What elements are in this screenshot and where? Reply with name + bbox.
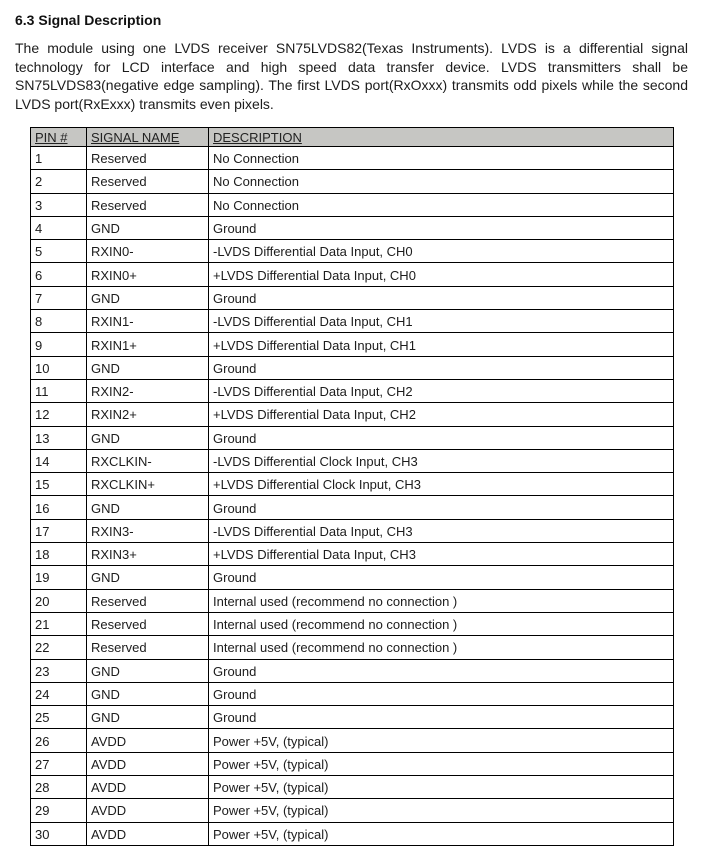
description-cell: Power +5V, (typical) (209, 776, 674, 799)
signal-name-cell: Reserved (87, 612, 209, 635)
table-row (31, 729, 674, 752)
signal-name-cell: AVDD (87, 752, 209, 775)
pin-cell: 22 (31, 636, 87, 659)
table-row (31, 333, 674, 356)
description-cell: Power +5V, (typical) (209, 729, 674, 752)
description-cell: Internal used (recommend no connection ) (209, 589, 674, 612)
table-row (31, 799, 674, 822)
description-cell: No Connection (209, 193, 674, 216)
description-cell: Power +5V, (typical) (209, 752, 674, 775)
table-row (31, 170, 674, 193)
pin-cell: 27 (31, 752, 87, 775)
pin-cell: 13 (31, 426, 87, 449)
pin-cell: 2 (31, 170, 87, 193)
signal-name-cell: RXIN3- (87, 519, 209, 542)
pin-cell: 20 (31, 589, 87, 612)
table-row (31, 496, 674, 519)
pin-cell: 30 (31, 822, 87, 845)
signal-name-cell: Reserved (87, 589, 209, 612)
table-header-row (31, 128, 674, 147)
signal-name-cell: GND (87, 682, 209, 705)
description-cell: +LVDS Differential Data Input, CH2 (209, 403, 674, 426)
table-row (31, 519, 674, 542)
signal-name-cell: AVDD (87, 799, 209, 822)
signal-name-cell: Reserved (87, 170, 209, 193)
pin-cell: 3 (31, 193, 87, 216)
table-row (31, 589, 674, 612)
table-row (31, 240, 674, 263)
pin-cell: 23 (31, 659, 87, 682)
table-row (31, 426, 674, 449)
signal-name-cell: RXIN1- (87, 310, 209, 333)
signal-name-cell: RXIN3+ (87, 543, 209, 566)
description-cell: Ground (209, 566, 674, 589)
signal-name-cell: GND (87, 659, 209, 682)
table-row (31, 379, 674, 402)
pin-cell: 21 (31, 612, 87, 635)
description-cell: -LVDS Differential Data Input, CH2 (209, 379, 674, 402)
description-cell: Power +5V, (typical) (209, 799, 674, 822)
pin-cell: 8 (31, 310, 87, 333)
description-cell: Internal used (recommend no connection ) (209, 636, 674, 659)
description-cell: Internal used (recommend no connection ) (209, 612, 674, 635)
signal-name-cell: GND (87, 706, 209, 729)
table-row (31, 822, 674, 845)
signal-name-cell: AVDD (87, 776, 209, 799)
pin-cell: 14 (31, 449, 87, 472)
table-row (31, 566, 674, 589)
signal-name-cell: RXCLKIN+ (87, 473, 209, 496)
description-cell: Ground (209, 496, 674, 519)
pin-cell: 9 (31, 333, 87, 356)
description-cell: Power +5V, (typical) (209, 822, 674, 845)
pin-cell: 29 (31, 799, 87, 822)
pin-cell: 15 (31, 473, 87, 496)
description-cell: Ground (209, 659, 674, 682)
table-row (31, 216, 674, 239)
table-row (31, 706, 674, 729)
signal-name-cell: GND (87, 496, 209, 519)
signal-name-cell: Reserved (87, 193, 209, 216)
signal-name-cell: AVDD (87, 822, 209, 845)
table-row (31, 263, 674, 286)
description-cell: Ground (209, 706, 674, 729)
table-row (31, 449, 674, 472)
signal-name-cell: RXIN0+ (87, 263, 209, 286)
pin-cell: 17 (31, 519, 87, 542)
column-header-description: DESCRIPTION (209, 128, 674, 147)
table-row (31, 286, 674, 309)
pin-cell: 11 (31, 379, 87, 402)
description-cell: -LVDS Differential Data Input, CH1 (209, 310, 674, 333)
section-title: 6.3 Signal Description (15, 12, 162, 28)
pin-assignment-table (30, 127, 674, 846)
description-cell: Ground (209, 426, 674, 449)
pin-cell: 10 (31, 356, 87, 379)
table-row (31, 310, 674, 333)
signal-name-cell: GND (87, 566, 209, 589)
description-cell: +LVDS Differential Data Input, CH3 (209, 543, 674, 566)
description-cell: No Connection (209, 147, 674, 170)
signal-name-cell: RXIN2- (87, 379, 209, 402)
pin-cell: 5 (31, 240, 87, 263)
table-row (31, 636, 674, 659)
table-row (31, 682, 674, 705)
pin-cell: 18 (31, 543, 87, 566)
column-header-signal-name: SIGNAL NAME (87, 128, 209, 147)
description-cell: Ground (209, 216, 674, 239)
description-cell: +LVDS Differential Clock Input, CH3 (209, 473, 674, 496)
signal-name-cell: AVDD (87, 729, 209, 752)
description-cell: +LVDS Differential Data Input, CH1 (209, 333, 674, 356)
table-row (31, 752, 674, 775)
description-cell: -LVDS Differential Data Input, CH0 (209, 240, 674, 263)
pin-cell: 24 (31, 682, 87, 705)
description-cell: -LVDS Differential Clock Input, CH3 (209, 449, 674, 472)
table-row (31, 356, 674, 379)
signal-name-cell: Reserved (87, 636, 209, 659)
table-row (31, 193, 674, 216)
signal-name-cell: GND (87, 286, 209, 309)
pin-cell: 16 (31, 496, 87, 519)
description-cell: Ground (209, 356, 674, 379)
pin-cell: 1 (31, 147, 87, 170)
pin-cell: 7 (31, 286, 87, 309)
description-cell: Ground (209, 682, 674, 705)
pin-cell: 4 (31, 216, 87, 239)
table-row (31, 147, 674, 170)
signal-name-cell: GND (87, 356, 209, 379)
signal-name-cell: RXCLKIN- (87, 449, 209, 472)
table-row (31, 543, 674, 566)
pin-cell: 12 (31, 403, 87, 426)
signal-name-cell: GND (87, 426, 209, 449)
table-row (31, 612, 674, 635)
description-cell: +LVDS Differential Data Input, CH0 (209, 263, 674, 286)
signal-name-cell: RXIN2+ (87, 403, 209, 426)
pin-cell: 26 (31, 729, 87, 752)
pin-cell: 28 (31, 776, 87, 799)
description-cell: -LVDS Differential Data Input, CH3 (209, 519, 674, 542)
description-cell: No Connection (209, 170, 674, 193)
signal-name-cell: Reserved (87, 147, 209, 170)
signal-name-cell: RXIN1+ (87, 333, 209, 356)
table-body (31, 147, 674, 846)
pin-cell: 6 (31, 263, 87, 286)
signal-name-cell: GND (87, 216, 209, 239)
pin-cell: 19 (31, 566, 87, 589)
table-row (31, 473, 674, 496)
table-row (31, 659, 674, 682)
table-row (31, 403, 674, 426)
pin-cell: 25 (31, 706, 87, 729)
signal-name-cell: RXIN0- (87, 240, 209, 263)
description-cell: Ground (209, 286, 674, 309)
section-paragraph: The module using one LVDS receiver SN75LVDS82(Texas Instruments). LVDS is a differential signal technology for LCD interface and high speed data transfer device. LVDS transmitters shall be SN75LVDS83(negative edge sampling). The first LVDS port(RxOxxx) transmits odd pixels while the second LVDS port(RxExxx) transmits even pixels. (15, 40, 688, 112)
column-header-pin: PIN # (31, 128, 87, 147)
table-row (31, 776, 674, 799)
